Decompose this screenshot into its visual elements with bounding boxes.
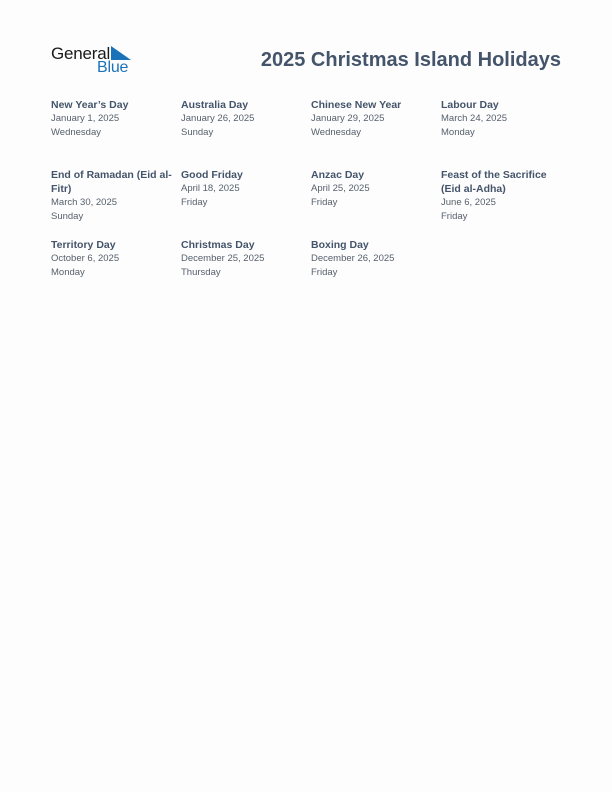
- holiday-entry: [181, 238, 303, 280]
- holiday-entry: [441, 98, 563, 140]
- holiday-weekday: Sunday: [181, 127, 214, 138]
- holiday-date: March 30, 2025: [51, 197, 118, 208]
- holiday-weekday: Thursday: [181, 267, 221, 278]
- holiday-weekday: Friday: [181, 197, 208, 208]
- holiday-entry: [181, 98, 303, 140]
- holiday-name: Territory Day: [51, 239, 116, 251]
- holiday-entry: [51, 238, 173, 280]
- holiday-name: End of Ramadan (Eid al-Fitr): [51, 169, 172, 195]
- holiday-name: Australia Day: [181, 99, 249, 111]
- holiday-name: New Year’s Day: [51, 99, 129, 111]
- holiday-entry: [51, 98, 173, 140]
- holiday-name: Labour Day: [441, 99, 499, 111]
- holiday-name: Boxing Day: [311, 239, 369, 251]
- holiday-weekday: Friday: [441, 211, 468, 222]
- holiday-name: Good Friday: [181, 169, 243, 181]
- logo-word-general: General: [51, 44, 111, 63]
- holiday-entry: [311, 168, 433, 210]
- holiday-name: Anzac Day: [311, 169, 365, 181]
- holiday-date: January 1, 2025: [51, 113, 120, 124]
- holiday-date: January 26, 2025: [181, 113, 255, 124]
- logo-word-blue: Blue: [97, 59, 129, 76]
- holiday-entry: [311, 98, 433, 140]
- holiday-name: Feast of the Sacrifice (Eid al-Adha): [441, 169, 547, 195]
- holiday-weekday: Wednesday: [51, 127, 101, 138]
- holiday-weekday: Friday: [311, 197, 338, 208]
- brand-logo: [51, 44, 141, 80]
- holiday-date: June 6, 2025: [441, 197, 496, 208]
- holiday-date: April 25, 2025: [311, 183, 370, 194]
- holiday-date: December 25, 2025: [181, 253, 265, 264]
- holiday-weekday: Wednesday: [311, 127, 361, 138]
- holiday-entry: [441, 168, 563, 224]
- page-title: 2025 Christmas Island Holidays: [260, 49, 561, 71]
- holiday-date: April 18, 2025: [181, 183, 240, 194]
- holiday-entry: [51, 168, 173, 224]
- holiday-weekday: Monday: [441, 127, 475, 138]
- holiday-date: October 6, 2025: [51, 253, 120, 264]
- holiday-entry: [181, 168, 303, 210]
- holiday-date: March 24, 2025: [441, 113, 508, 124]
- holiday-date: January 29, 2025: [311, 113, 385, 124]
- holiday-name: Chinese New Year: [311, 99, 402, 111]
- holiday-entry: [311, 238, 433, 280]
- holiday-date: December 26, 2025: [311, 253, 395, 264]
- holiday-name: Christmas Day: [181, 239, 255, 251]
- holiday-weekday: Sunday: [51, 211, 84, 222]
- holiday-weekday: Friday: [311, 267, 338, 278]
- holiday-weekday: Monday: [51, 267, 85, 278]
